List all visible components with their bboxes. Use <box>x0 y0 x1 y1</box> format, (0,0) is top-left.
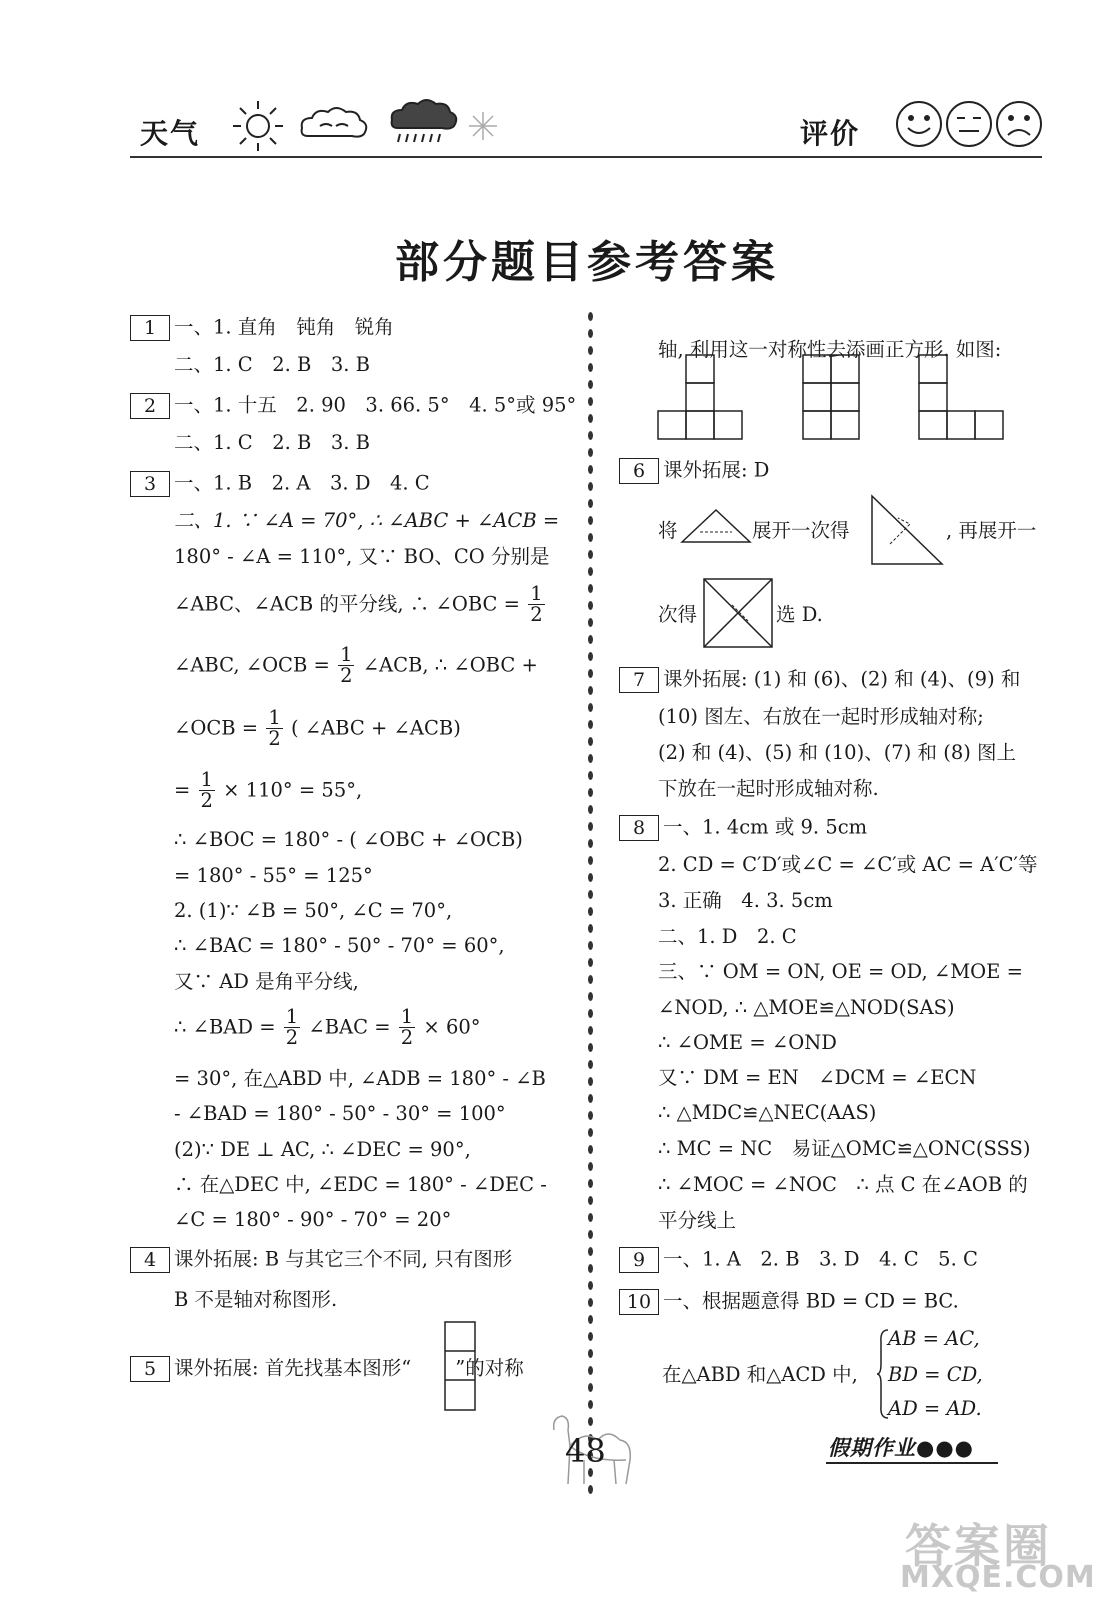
q6-line-c2: 选 D. <box>776 603 823 626</box>
q3-line-8: = 180° - 55° = 125° <box>174 864 373 887</box>
q3-line-a: 3 一、1. B 2. A 3. D 4. C <box>130 471 430 497</box>
q8-line-g: ∴ ∠OME = ∠OND <box>658 1031 837 1054</box>
q8-line-f: ∠NOD, ∴ △MOE≌△NOD(SAS) <box>658 996 955 1019</box>
q3-line-6: = $\frac{1}{2}$ × 110° = 55°, <box>174 768 363 812</box>
q6-line-b1: 将 <box>658 519 678 542</box>
page-title: 部分题目参考答案 <box>395 237 779 288</box>
question-number-box: 5 <box>130 1356 170 1382</box>
fraction: $\frac{1}{2}$ <box>400 1005 414 1049</box>
q6-line-c1: 次得 <box>658 603 698 626</box>
q3-line-1: 二、1. ∵ ∠A = 70°, ∴ ∠ABC + ∠ACB = <box>174 509 560 532</box>
fraction: $\frac{1}{2}$ <box>530 582 543 626</box>
q3-line-11: 又∵ AD 是角平分线, <box>174 970 359 993</box>
q8-line-k: ∴ ∠MOC = ∠NOC ∴ 点 C 在∠AOB 的 <box>658 1173 1028 1196</box>
q10-cond-1: AB = AC, <box>888 1327 980 1350</box>
rating-label: 评价 <box>800 117 861 150</box>
fraction: $\frac{1}{2}$ <box>285 1005 299 1049</box>
q8-line-c: 3. 正确 4. 3. 5cm <box>658 889 833 912</box>
q8-line-h: 又∵ DM = EN ∠DCM = ∠ECN <box>658 1066 977 1089</box>
folded-triangle-figure <box>680 508 752 544</box>
page-number: 48 <box>565 1432 606 1470</box>
question-number-box: 6 <box>619 458 659 484</box>
q3-line-14: - ∠BAD = 180° - 50° - 30° = 100° <box>174 1102 506 1125</box>
q3-line-10: ∴ ∠BAC = 180° - 50° - 70° = 60°, <box>174 934 505 957</box>
q8-line-b: 2. CD = C′D′或∠C = ∠C′或 AC = A′C′等 <box>658 853 1038 876</box>
watermark-url: MXQE.COM <box>900 1560 1096 1595</box>
fraction: $\frac{1}{2}$ <box>340 643 353 687</box>
q3-line-17: ∠C = 180° - 90° - 70° = 20° <box>174 1208 452 1231</box>
fraction: $\frac{1}{2}$ <box>268 706 281 750</box>
q8-line-d: 二、1. D 2. C <box>658 925 797 948</box>
q3-line-3: ∠ABC、∠ACB 的平分线, ∴ ∠OBC = $\frac{1}{2}$ <box>174 582 543 626</box>
symmetric-square-figures <box>656 354 1008 442</box>
q3-line-5: ∠OCB = $\frac{1}{2}$ ( ∠ABC + ∠ACB) <box>174 706 461 750</box>
q3-line-13: = 30°, 在△ABD 中, ∠ADB = 180° - ∠B <box>174 1067 546 1090</box>
q8-line-i: ∴ △MDC≌△NEC(AAS) <box>658 1101 877 1124</box>
question-number-box: 9 <box>619 1247 659 1273</box>
q7-line-a: 7 课外拓展: (1) 和 (6)、(2) 和 (4)、(9) 和 <box>619 667 1020 693</box>
weather-label: 天气 <box>140 117 201 150</box>
question-number-box: 4 <box>130 1247 170 1273</box>
q10-line-a: 10 一、根据题意得 BD = CD = BC. <box>619 1289 959 1315</box>
q7-line-c: (2) 和 (4)、(5) 和 (10)、(7) 和 (8) 图上 <box>658 741 1017 764</box>
q3-line-7: ∴ ∠BOC = 180° - ( ∠OBC + ∠OCB) <box>174 828 523 851</box>
q4-line-b: B 不是轴对称图形. <box>174 1288 338 1311</box>
q8-line-j: ∴ MC = NC 易证△OMC≌△ONC(SSS) <box>658 1137 1031 1160</box>
q6-line-b3: , 再展开一 <box>946 519 1037 542</box>
q8-line-e: 三、∵ OM = ON, OE = OD, ∠MOE = <box>658 960 1023 983</box>
q6-line-a: 6 课外拓展: D <box>619 458 769 484</box>
q6-line-b2: 展开一次得 <box>752 519 850 542</box>
q2-line-a: 2 一、1. 十五 2. 90 3. 66. 5° 4. 5°或 95° <box>130 393 576 419</box>
unfolded-square-figure <box>702 577 774 649</box>
q7-line-d: 下放在一起时形成轴对称. <box>658 777 879 800</box>
question-number-box: 8 <box>619 815 659 841</box>
q8-line-a: 8 一、1. 4cm 或 9. 5cm <box>619 815 867 841</box>
q2-line-b: 二、1. C 2. B 3. B <box>174 431 370 454</box>
q4-line-a: 4 课外拓展: B 与其它三个不同, 只有图形 <box>130 1247 512 1273</box>
footer-rule <box>826 1462 998 1464</box>
q1-line-a: 1 一、1. 直角 钝角 锐角 <box>130 315 394 341</box>
q10-cond-3: AD = AD. <box>888 1397 982 1420</box>
question-number-box: 10 <box>619 1289 659 1315</box>
q8-line-l: 平分线上 <box>658 1209 737 1232</box>
unfolded-triangle-figure <box>870 494 944 566</box>
q5-line-a: 5 课外拓展: 首先找基本图形“ ”的对称 <box>130 1356 524 1382</box>
q3-line-4: ∠ABC, ∠OCB = $\frac{1}{2}$ ∠ACB, ∴ ∠OBC + <box>174 643 538 687</box>
q1-line-b: 二、1. C 2. B 3. B <box>174 353 370 376</box>
q3-line-12: ∴ ∠BAD = $\frac{1}{2}$ ∠BAC = $\frac{1}{2}$ × 60° <box>174 1005 481 1049</box>
q3-line-2: 180° - ∠A = 110°, 又∵ BO、CO 分别是 <box>174 545 550 568</box>
q3-line-15: (2)∵ DE ⊥ AC, ∴ ∠DEC = 90°, <box>174 1138 471 1161</box>
q10-line-b: 在△ABD 和△ACD 中, <box>662 1363 858 1386</box>
question-number-box: 3 <box>130 471 170 497</box>
series-label: 假期作业●●● <box>828 1436 974 1460</box>
question-number-box: 1 <box>130 315 170 341</box>
question-number-box: 7 <box>619 667 659 693</box>
q9-line-a: 9 一、1. A 2. B 3. D 4. C 5. C <box>619 1247 978 1273</box>
q7-line-b: (10) 图左、右放在一起时形成轴对称; <box>658 705 984 728</box>
question-number-box: 2 <box>130 393 170 419</box>
q3-line-9: 2. (1)∵ ∠B = 50°, ∠C = 70°, <box>174 899 453 922</box>
q10-cond-2: BD = CD, <box>888 1363 983 1386</box>
fraction: $\frac{1}{2}$ <box>200 768 213 812</box>
r-line-1: 轴, 利用这一对称性去添画正方形. 如图: <box>658 338 1002 361</box>
q3-line-16: ∴ 在△DEC 中, ∠EDC = 180° - ∠DEC - <box>174 1173 547 1196</box>
watermark-logo: 答案圈 <box>905 1519 1052 1573</box>
